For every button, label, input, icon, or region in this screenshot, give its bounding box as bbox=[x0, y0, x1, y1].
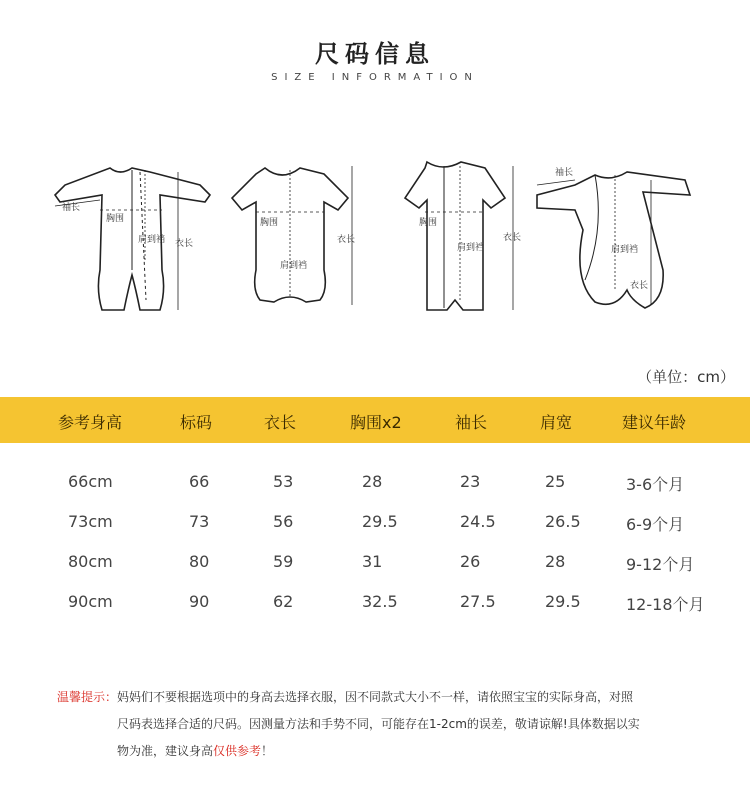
short-romper-diagram bbox=[385, 150, 525, 320]
header-height: 参考身高 bbox=[58, 413, 123, 432]
tip-highlight: 仅供参考 bbox=[213, 744, 262, 758]
table-cell: 29.5 bbox=[545, 592, 581, 611]
table-cell: 90cm bbox=[68, 592, 113, 611]
table-cell: 12-18个月 bbox=[626, 595, 705, 614]
length-label: 衣长 bbox=[503, 233, 522, 243]
header-sleeve: 袖长 bbox=[455, 413, 488, 432]
table-cell: 90 bbox=[189, 592, 210, 611]
table-cell: 80 bbox=[189, 552, 210, 571]
header-length: 衣长 bbox=[264, 413, 297, 432]
shoulder-crotch-label: 肩到裆 bbox=[457, 243, 485, 253]
table-cell: 62 bbox=[273, 592, 294, 611]
table-cell: 25 bbox=[545, 472, 566, 491]
tip-line-2 bbox=[57, 711, 707, 738]
table-cell: 26 bbox=[460, 552, 481, 571]
table-cell: 31 bbox=[362, 552, 383, 571]
tip-text-2: 尺码表选择合适的尺码。因测量方法和手势不同，可能存在1-2cm的误差，敬请谅解!具体数据以实 bbox=[117, 717, 640, 731]
table-cell: 23 bbox=[460, 472, 481, 491]
table-cell: 26.5 bbox=[545, 512, 581, 531]
chest-label: 胸围 bbox=[419, 218, 438, 228]
table-cell: 27.5 bbox=[460, 592, 496, 611]
longsleeve-romper-diagram bbox=[50, 150, 215, 320]
garment-diagrams bbox=[0, 150, 750, 330]
table-cell: 73 bbox=[189, 512, 210, 531]
table-cell: 80cm bbox=[68, 552, 113, 571]
header-size: 标码 bbox=[180, 413, 213, 432]
table-cell: 24.5 bbox=[460, 512, 496, 531]
table-cell: 29.5 bbox=[362, 512, 398, 531]
table-cell: 53 bbox=[273, 472, 294, 491]
size-table-header bbox=[0, 397, 750, 443]
table-cell: 56 bbox=[273, 512, 294, 531]
header-chest: 胸围x2 bbox=[350, 413, 402, 432]
tip-text-4: ！ bbox=[261, 744, 274, 758]
table-cell: 6-9个月 bbox=[626, 515, 685, 534]
table-cell: 32.5 bbox=[362, 592, 398, 611]
tip-text-3: 物为准，建议身高 bbox=[117, 744, 214, 758]
shoulder-crotch-label: 肩到裆 bbox=[611, 245, 639, 255]
unit-label: （单位：cm） bbox=[637, 368, 735, 386]
length-label: 衣长 bbox=[175, 239, 194, 249]
page-title: 尺码信息 bbox=[315, 40, 435, 68]
header-shoulder: 肩宽 bbox=[540, 413, 573, 432]
table-cell: 66cm bbox=[68, 472, 113, 491]
table-cell: 3-6个月 bbox=[626, 475, 685, 494]
table-cell: 66 bbox=[189, 472, 210, 491]
shoulder-crotch-label: 肩到裆 bbox=[138, 235, 166, 245]
table-cell: 28 bbox=[545, 552, 566, 571]
sleeve-label: 袖长 bbox=[555, 168, 574, 178]
table-cell: 28 bbox=[362, 472, 383, 491]
bodysuit-diagram bbox=[220, 150, 360, 320]
chest-label: 胸围 bbox=[260, 218, 279, 228]
table-cell: 9-12个月 bbox=[626, 555, 695, 574]
tip-note bbox=[57, 684, 707, 765]
table-row bbox=[0, 548, 750, 578]
chest-label: 胸围 bbox=[106, 214, 125, 224]
table-row bbox=[0, 508, 750, 538]
length-label: 衣长 bbox=[337, 235, 356, 245]
length-label: 衣长 bbox=[630, 281, 649, 291]
kimono-romper-diagram bbox=[535, 150, 735, 320]
shoulder-crotch-label: 肩到裆 bbox=[280, 261, 308, 271]
sleeve-label: 袖长 bbox=[62, 203, 81, 213]
tip-line-3 bbox=[57, 738, 707, 765]
tip-text-1: 妈妈们不要根据选项中的身高去选择衣服，因不同款式大小不一样，请依照宝宝的实际身高，对照 bbox=[117, 690, 634, 704]
tip-label: 温馨提示： bbox=[57, 690, 118, 704]
table-cell: 73cm bbox=[68, 512, 113, 531]
table-row bbox=[0, 588, 750, 618]
header-age: 建议年龄 bbox=[622, 413, 687, 432]
table-row bbox=[0, 468, 750, 498]
page-subtitle: SIZE INFORMATION bbox=[271, 72, 479, 83]
table-cell: 59 bbox=[273, 552, 294, 571]
